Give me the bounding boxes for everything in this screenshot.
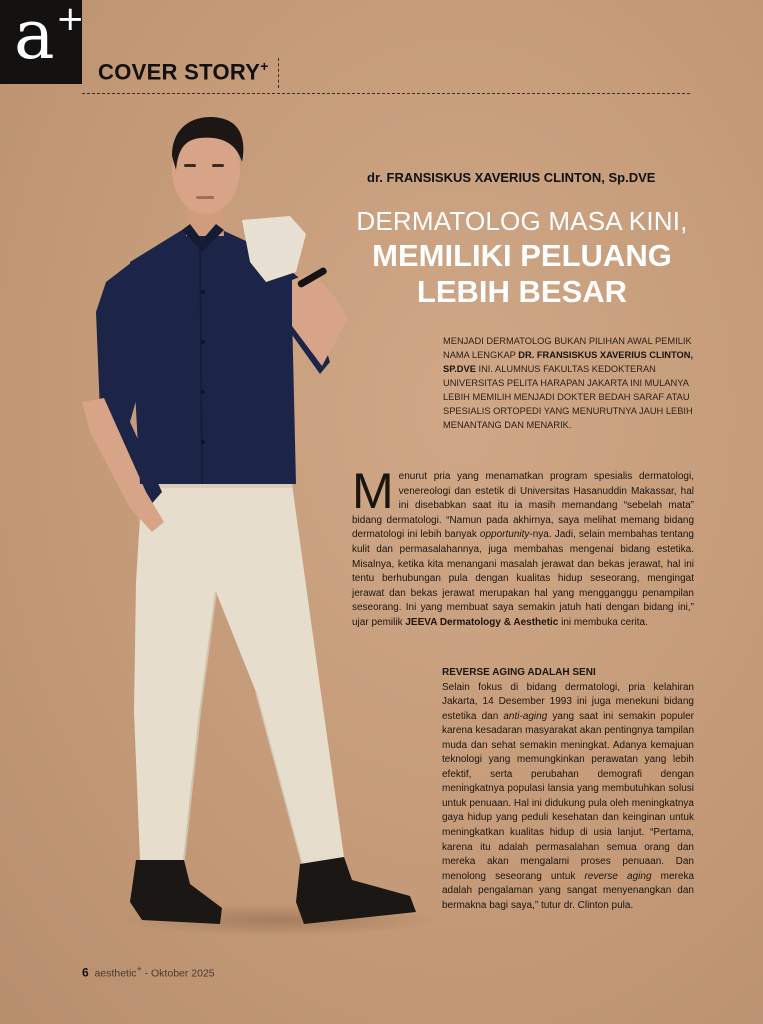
header-divider-vertical <box>278 58 279 88</box>
drop-cap: M <box>352 463 394 519</box>
logo-plus: + <box>56 0 85 39</box>
article-paragraph-1: Menurut pria yang menamatkan program spesialis dermatologi, venereologi dan estetik di Universitas Hasanuddin Makassar, hal ini disebabkan saat itu ia masih memandang “sebelah mata” bidang dermatologi. “Namun pada akhirnya, saya melihat memang bidang dermatologi ini lebih banyak opportunity-nya. Jadi, selain membahas tentang kulit dan permasalahannya, juga membahas mengenai bidang estetika. Misalnya, ketika kita menangani masalah jerawat dan bekas jerawat, hal ini tentu berhubungan pula dengan kualitas hidup seseorang, mengingat jerawat dan bekas jerawat merupakan hal yang mengganggu penampilan seseorang. Ini yang membuat saya semakin jatuh hati dengan bidang ini,” ujar pemilik JEEVA Dermatology & Aesthetic ini membuka cerita. <box>352 463 694 628</box>
section-label: COVER STORY+ <box>98 58 269 85</box>
article-title-line-2: MEMILIKI PELUANG <box>372 238 672 273</box>
article-intro: MENJADI DERMATOLOG BUKAN PILIHAN AWAL PEMILIK NAMA LENGKAP DR. FRANSISKUS XAVERIUS CLINTON, SP.DVE INI. ALUMNUS FAKULTAS KEDOKTERAN UNIVERSITAS PELITA HARAPAN JAKARTA INI MULANYA LEBIH MEMILIH MENJADI DOKTER BEDAH SARAF ATAU SPESIALIS ORTOPEDI YANG MENURUTNYA JAUH LEBIH MENANTANG DAN MENARIK. <box>443 336 694 430</box>
footer-issue: - Oktober 2025 <box>141 967 215 980</box>
header-divider-horizontal <box>82 93 690 94</box>
magazine-logo <box>0 0 85 84</box>
footer-magazine: aesthetic <box>94 967 137 980</box>
article-title-line-3: LEBIH BESAR <box>416 274 628 309</box>
article-section-2: REVERSE AGING ADALAH SENI Selain fokus di bidang dermatologi, pria kelahiran Jakarta, 14 Desember 1993 ini juga menekuni bidang estetika dan anti-aging yang saat ini semakin populer karena kesadaran masyarakat akan pentingnya tampilan muda dan sehat semakin meningkat. Adanya kemajuan teknologi yang memungkinkan perawatan yang lebih efektif, serta perubahan demografi dengan meningkatnya populasi lansia yang membutuhkan solusi untuk penuaan. Hal ini didukung pula oleh meningkatnya gaya hidup yang peduli kesehatan dan keinginan untuk meningkatkan kualitas hidup di usia lanjut. “Pertama, karena itu adalah permasalahan semua orang dan mereka akan mengalami proses penuaan. Dan menolong seseorang untuk reverse aging mereka adalah pengalaman yang sangat menyenangkan dan bermakna bagi saya,” tutur dr. Clinton pula. <box>442 667 695 911</box>
page-footer: 6 aesthetic+ - Oktober 2025 <box>82 964 215 980</box>
article-title-line-1: DERMATOLOG MASA KINI, <box>356 206 688 236</box>
article-subject: dr. FRANSISKUS XAVERIUS CLINTON, Sp.DVE <box>367 170 656 185</box>
logo-letter: a <box>14 0 55 75</box>
page-number: 6 <box>82 965 89 980</box>
section-subheading: REVERSE AGING ADALAH SENI <box>442 667 596 678</box>
